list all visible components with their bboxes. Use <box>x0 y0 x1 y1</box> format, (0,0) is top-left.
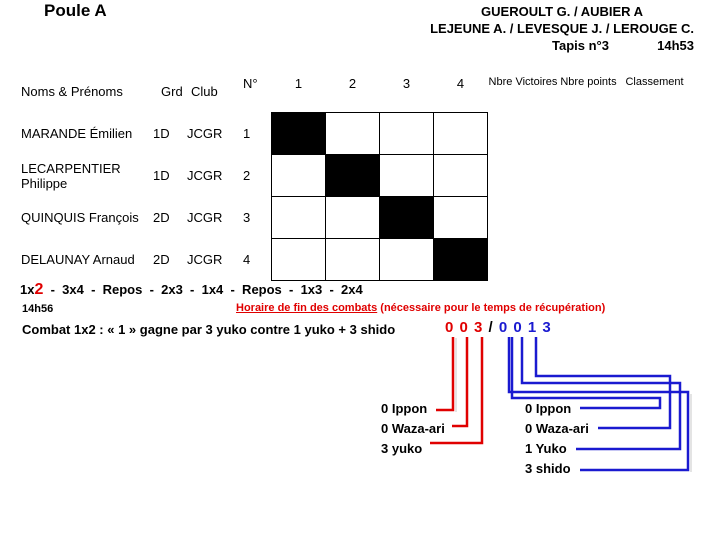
header-club: Club <box>191 83 218 99</box>
fighter-grade: 2D <box>153 252 170 267</box>
red-yuko: 3 yuko <box>381 441 423 456</box>
pool-title: Poule A <box>44 1 107 20</box>
fighter-name: DELAUNAY Arnaud <box>21 252 135 267</box>
fight-order-first-highlight: 2 <box>34 281 44 298</box>
header-name: Noms & Prénoms <box>21 83 123 99</box>
fighter-grade: 2D <box>153 210 170 225</box>
header-num: N° <box>243 76 258 91</box>
red-waza-ari: 0 Waza-ari <box>381 421 445 436</box>
fighter-club: JCGR <box>187 168 223 183</box>
score-red: 0 0 3 <box>445 319 484 336</box>
header-grd: Grd <box>161 83 183 99</box>
fighter-number: 1 <box>243 126 251 141</box>
end-time-note-rest: (nécessaire pour le temps de récupération) <box>377 302 606 314</box>
red-score-legend <box>381 399 445 459</box>
end-time-note-underlined: Horaire de fin des combats <box>236 302 378 314</box>
fight-order-rest: - 3x4 - Repos - 2x3 - 1x4 - Repos - 1x3 - 2x4 <box>43 282 363 297</box>
referees-line-2: LEJEUNE A. / LEVESQUE J. / LEROUGE C. <box>430 21 694 36</box>
referees-line-1: GUEROULT G. / AUBIER A <box>481 4 644 19</box>
blue-yuko: 1 Yuko <box>525 441 567 456</box>
blue-score-legend <box>525 399 589 479</box>
blue-connector <box>512 337 660 408</box>
fighter-number: 4 <box>243 252 251 267</box>
red-ippon: 0 Ippon <box>381 401 428 416</box>
score-separator: / <box>483 319 499 336</box>
fight-order-first: 1x <box>20 282 35 297</box>
fighter-number: 3 <box>243 210 251 225</box>
fighter-number: 2 <box>243 168 251 183</box>
fight-end-time: 14h56 <box>22 303 54 315</box>
header-fight-2: 2 <box>348 76 357 91</box>
header-fight-3: 3 <box>402 76 411 91</box>
header-points: Nbre points <box>560 76 617 88</box>
header-ranking: Classement <box>625 76 684 88</box>
header-fight-1: 1 <box>294 76 303 91</box>
fight-description: Combat 1x2 : « 1 » gagne par 3 yuko contre 1 yuko + 3 shido <box>22 322 396 337</box>
blue-shido: 3 shido <box>525 461 571 476</box>
header-victories: Nbre Victoires <box>488 76 558 88</box>
blue-waza-ari: 0 Waza-ari <box>525 421 589 436</box>
fighter-club: JCGR <box>187 210 223 225</box>
fighter-club: JCGR <box>187 252 223 267</box>
tapis-label: Tapis n°3 <box>552 38 609 53</box>
blue-ippon: 0 Ippon <box>525 401 572 416</box>
header-fight-4: 4 <box>456 76 465 91</box>
tapis-time: 14h53 <box>657 38 694 53</box>
fighter-grade: 1D <box>153 168 170 183</box>
fighter-club: JCGR <box>187 126 223 141</box>
score-blue: 0 0 1 3 <box>498 319 552 336</box>
fighter-grade: 1D <box>153 126 170 141</box>
fighter-name: MARANDE Émilien <box>21 126 133 141</box>
fighter-name: QUINQUIS François <box>21 210 139 225</box>
fighter-name: LECARPENTIER Philippe <box>21 160 121 191</box>
